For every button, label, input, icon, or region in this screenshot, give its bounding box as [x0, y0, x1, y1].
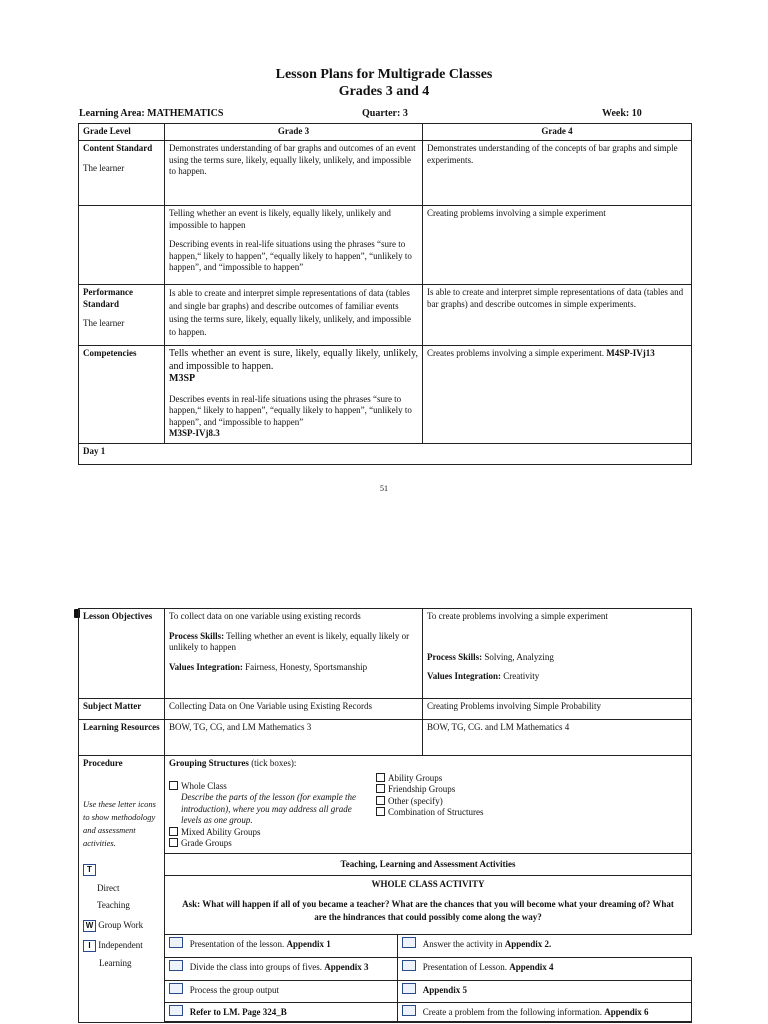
ability-groups-label: Ability Groups: [388, 772, 443, 783]
grouping-hint: (tick boxes):: [248, 758, 297, 768]
row2-g3-p1: Telling whether an event is likely, equally likely, unlikely and impossible to happen: [169, 208, 391, 230]
row2-g3-cell: [165, 206, 423, 285]
mixed-ability-label: Mixed Ability Groups: [181, 826, 261, 837]
tla-header: Teaching, Learning and Assessment Activities: [165, 854, 692, 876]
subject-label: Subject Matter: [79, 699, 165, 720]
activity-row-4-g4-bold: Appendix 6: [604, 1007, 649, 1017]
competencies-label: Competencies: [79, 346, 165, 444]
activity-row-1-g3-text: Presentation of the lesson.: [189, 939, 287, 949]
objectives-g3-cell: [165, 609, 423, 699]
process-skills-label-g4: Process Skills:: [427, 651, 483, 662]
whole-class-activity-cell: [165, 876, 692, 935]
procedure-label: Procedure: [83, 758, 123, 768]
procedure-table: [78, 608, 692, 1023]
activity-row-2-g4-icon: [402, 960, 416, 971]
friendship-groups-label: Friendship Groups: [388, 784, 456, 794]
doc-title: Lesson Plans for Multigrade Classes: [275, 67, 493, 82]
activity-row-1-g4-icon: [402, 937, 416, 948]
combination-label: Combination of Structures: [388, 807, 484, 817]
content-g3: Demonstrates understanding of bar graphs and outcomes of an event using the terms sure, likely, equally likely, unlikely, and impossible to happen.: [165, 141, 423, 206]
grouping-col-left: [169, 773, 376, 850]
performance-learner: The learner: [83, 318, 125, 328]
mixed-ability-option[interactable]: [169, 827, 376, 839]
activity-row-3-g3: [165, 981, 398, 1003]
process-skills-label-g3: Process Skills:: [169, 630, 225, 641]
header-grade-level: Grade Level: [79, 124, 165, 141]
combination-checkbox[interactable]: [376, 807, 385, 816]
resources-label: Learning Resources: [79, 720, 165, 756]
values-label-g3: Values Integration:: [169, 661, 243, 672]
other-checkbox[interactable]: [376, 796, 385, 805]
activity-row-1-g3-icon: [169, 937, 183, 948]
whole-class-checkbox[interactable]: [169, 781, 178, 790]
grade-groups-checkbox[interactable]: [169, 838, 178, 847]
activity-row-4-g4-icon: [402, 1005, 416, 1016]
row2-g4: Creating problems involving a simple experiment: [423, 206, 692, 285]
w-letter-icon: W: [83, 920, 96, 932]
grouping-title-line: [169, 758, 687, 770]
procedure-note: Use these letter icons to show methodology and assessment activities.: [83, 798, 156, 848]
activity-row-1-g4: [398, 935, 692, 958]
activity-row-2-g4-text: Presentation of Lesson.: [422, 962, 510, 972]
activity-row-3-g3-text: Process the group output: [189, 985, 279, 995]
activity-row-1-g3: [165, 935, 398, 958]
whole-class-activity-title: WHOLE CLASS ACTIVITY: [371, 879, 485, 889]
activity-row-4-g4: [398, 1003, 692, 1022]
table-end-filler: [165, 1021, 692, 1022]
row2-g3-p2: Describing events in real-life situations using the phrases “sure to happen,“ likely to happen”, “equally likely to happen”, “unlikely to happen”, and “impossible to happen”: [169, 239, 412, 272]
content-g4: Demonstrates understanding of the concepts of bar graphs and simple experiments.: [423, 141, 692, 206]
activity-row-4-g3-bold: Refer to LM. Page 324_B: [189, 1007, 287, 1017]
legend-direct-teaching: [83, 864, 160, 914]
activity-row-2-g4-bold: Appendix 4: [509, 962, 554, 972]
obj-g3-values: Fairness, Honesty, Sportsmanship: [242, 661, 368, 672]
t-letter-icon: T: [83, 864, 96, 876]
subject-g4: Creating Problems involving Simple Probability: [423, 699, 692, 720]
whole-class-label: Whole Class: [181, 780, 227, 791]
i-letter-icon: I: [83, 940, 96, 952]
friendship-groups-option[interactable]: [376, 784, 484, 796]
activity-row-3-g3-icon: [169, 983, 183, 994]
combination-option[interactable]: [376, 807, 484, 819]
obj-g3-values-line: [169, 662, 418, 674]
comp-g3-code2: M3SP-IVj8.3: [169, 428, 220, 438]
comp-g4-text: Creates problems involving a simple experiment.: [427, 348, 604, 358]
subject-g3: Collecting Data on One Variable using Existing Records: [165, 699, 423, 720]
legend-independent-learning: [83, 940, 160, 970]
mixed-ability-checkbox[interactable]: [169, 827, 178, 836]
grouping-title: Grouping Structures: [169, 758, 249, 768]
standards-table: [78, 123, 692, 465]
header-grade3: Grade 3: [165, 124, 423, 141]
ability-groups-option[interactable]: [376, 773, 484, 785]
grouping-col-right: [376, 773, 484, 850]
obj-g4-values: Creativity: [500, 671, 540, 681]
activity-row-4-g3: [165, 1003, 398, 1022]
performance-label: Performance Standard: [83, 287, 133, 309]
whole-class-note: Describe the parts of the lesson (for example the introduction), where you may address all grade levels as one group.: [181, 792, 356, 825]
procedure-side-cell: [79, 756, 165, 1023]
week: Week: 10: [602, 108, 642, 119]
objectives-label: Lesson Objectives: [79, 609, 165, 699]
empty-label-cell: [79, 206, 165, 285]
objectives-g4-cell: [423, 609, 692, 699]
activity-row-4-g3-icon: [169, 1005, 183, 1016]
obj-g4-skills: Solving, Analyzing: [482, 651, 554, 662]
learning-label: Learning: [99, 957, 132, 968]
content-standard-label: Content Standard: [83, 143, 153, 153]
activity-row-3-g4-bold: Appendix 5: [422, 985, 468, 995]
whole-class-option[interactable]: [169, 781, 376, 793]
legend-group-work: [83, 920, 160, 932]
content-standard-learner: The learner: [83, 162, 125, 173]
direct-teaching-label: Direct Teaching: [97, 882, 130, 910]
values-label-g4: Values Integration:: [427, 671, 501, 681]
quarter: Quarter: 3: [362, 108, 408, 119]
obj-g4-skills-line: [427, 652, 687, 664]
resources-g4: BOW, TG, CG. and LM Mathematics 4: [423, 720, 692, 756]
content-standard-cell: [79, 141, 165, 206]
independent-label: Independent: [98, 939, 143, 950]
group-work-label: Group Work: [98, 919, 144, 930]
obj-g3-p1: To collect data on one variable using existing records: [169, 611, 361, 621]
other-label: Other (specify): [388, 795, 443, 806]
performance-g3: Is able to create and interpret simple representations of data (tables and single bar graphs) and describe outcomes of familiar events using the terms sure, likely, equally likely, unlikely, and impossible to happen.: [165, 285, 423, 346]
activity-row-2-g4: [398, 958, 692, 981]
activity-row-2-g3-icon: [169, 960, 183, 971]
activity-row-3-g4: [398, 981, 692, 1003]
activity-row-2-g3-bold: Appendix 3: [324, 962, 369, 972]
resources-g3: BOW, TG, CG, and LM Mathematics 3: [165, 720, 423, 756]
activity-row-1-g4-bold: Appendix 2.: [504, 939, 552, 949]
obj-g3-skills: Telling whether an event is likely, equally likely or unlikely to happen: [169, 630, 410, 652]
competencies-g3-cell: [165, 346, 423, 444]
comp-g3-code1: M3SP: [169, 373, 196, 384]
obj-g4-p1: To create problems involving a simple experiment: [427, 611, 608, 621]
competencies-g4-cell: [423, 346, 692, 444]
activity-row-4-g4-text: Create a problem from the following information.: [422, 1007, 605, 1017]
performance-cell: [79, 285, 165, 346]
learning-area: Learning Area: MATHEMATICS: [79, 108, 224, 119]
comp-g4-code: M4SP-IVj13: [606, 348, 655, 358]
doc-subtitle: Grades 3 and 4: [338, 84, 430, 99]
friendship-groups-checkbox[interactable]: [376, 784, 385, 793]
activity-row-1-g4-text: Answer the activity in: [422, 939, 505, 949]
grade-groups-option[interactable]: [169, 838, 376, 850]
activity-row-3-g4-icon: [402, 983, 416, 994]
page-number: 51: [380, 484, 388, 493]
header-grade4: Grade 4: [423, 124, 692, 141]
ability-groups-checkbox[interactable]: [376, 773, 385, 782]
comp-g3-p1: Tells whether an event is sure, likely, equally likely, unlikely, and impossible to happen.: [169, 348, 418, 372]
activity-row-2-g3-text: Divide the class into groups of fives.: [189, 962, 325, 972]
activity-row-2-g3: [165, 958, 398, 981]
day-row: Day 1: [79, 444, 692, 465]
performance-g4: Is able to create and interpret simple representations of data (tables and bar graphs) and describe outcomes in simple experiments.: [423, 285, 692, 346]
obj-g4-values-line: [427, 671, 687, 683]
other-option[interactable]: [376, 796, 484, 808]
comp-g3-p2: Describes events in real-life situations using the phrases “sure to happen,“ likely to happen”, “equally likely to happen”, “unlikely to happen”, and “impossible to happen”: [169, 393, 412, 427]
activity-row-1-g3-bold: Appendix 1: [286, 939, 331, 949]
grouping-cell: [165, 756, 692, 854]
ask-text: Ask: What will happen if all of you became a teacher? What are the chances that you will become what your dreaming of? What are the hindrances that could possibly come along the way?: [182, 898, 674, 922]
grade-groups-label: Grade Groups: [181, 838, 232, 848]
obj-g3-skills-line: [169, 631, 418, 654]
grouping-options: [169, 773, 687, 850]
